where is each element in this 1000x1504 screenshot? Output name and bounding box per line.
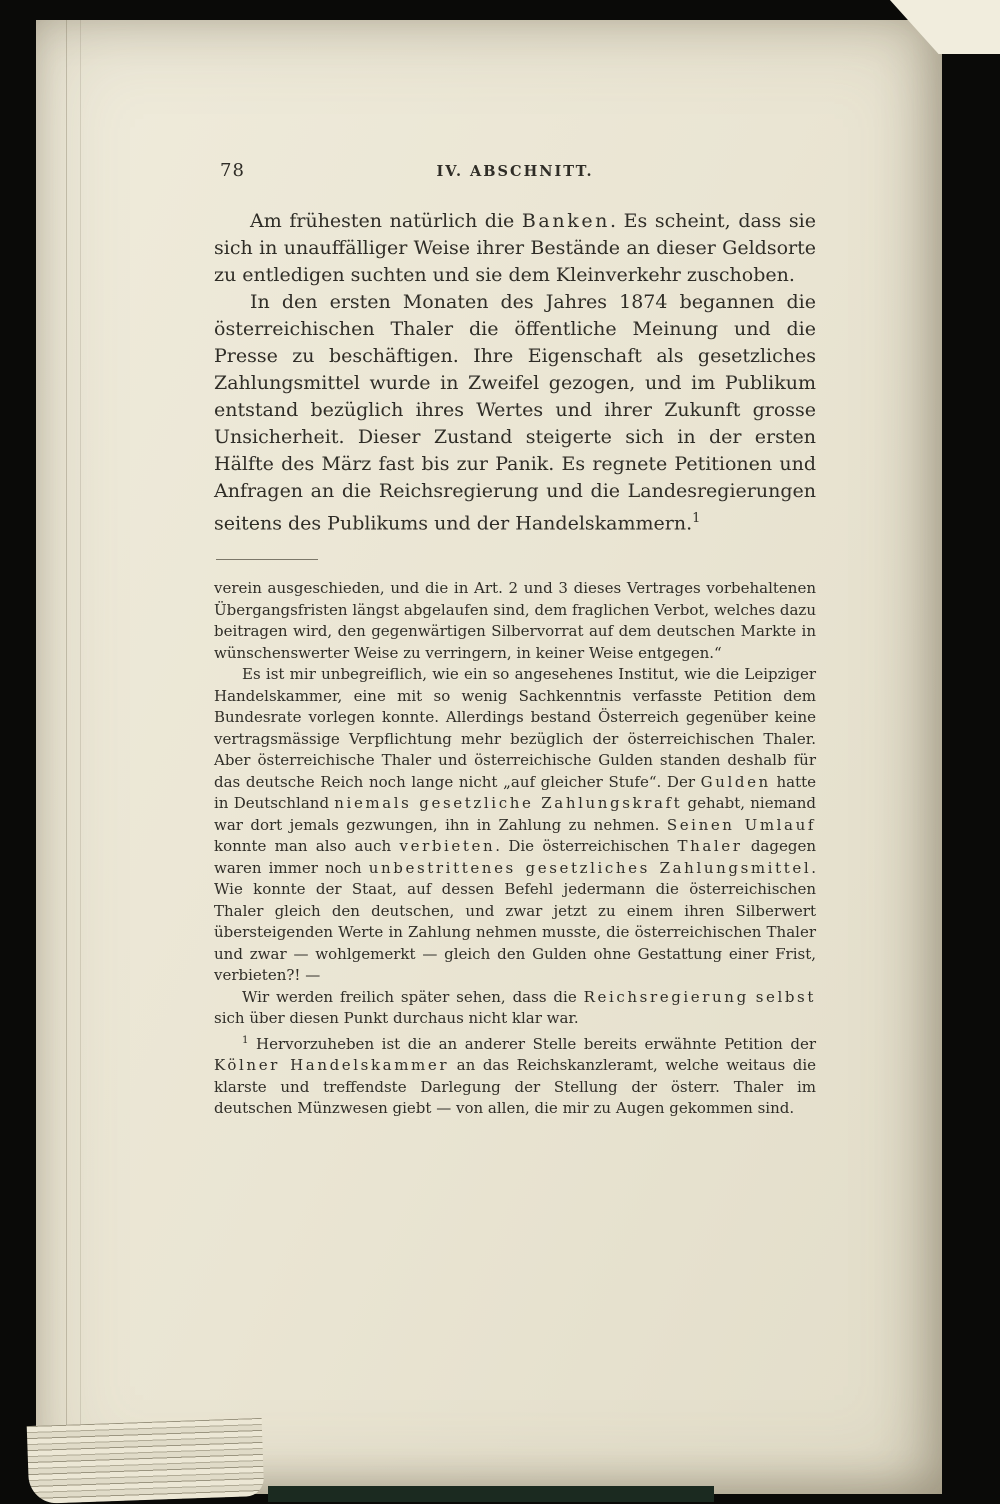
footnote-text [214, 578, 816, 1120]
paragraph: In den ersten Monaten des Jahres 1874 begannen die österreichischen Thaler die öffentliche Meinung und die Presse zu beschäftigen. Ihre Eigenschaft als gesetzliches Zahlungsmittel wurde in Zweifel gezogen, und im Publikum entstand bezüglich ihres Wertes und ihrer Zukunft grosse Unsicherheit. Dieser Zustand steigerte sich in der ersten Hälfte des März fast bis zur Panik. Es regnete Petitionen und Anfragen an die Reichsregierung und die Landesregierungen seitens des Publikums und der Handelskammern.$^1$ [214, 291, 816, 535]
paragraph: verein ausgeschieden, und die in Art. 2 und 3 dieses Vertrages vorbehaltenen Übergangsfristen längst abgelaufen sind, dem fraglichen Verbot, welches dazu beitragen wird, den gegenwärtigen Silbervorrat auf dem deutschen Markte in wünschenswerter Weise zu verringern, in keiner Weise entgegen.“ [214, 579, 816, 662]
paragraph: Es ist mir unbegreiflich, wie ein so angesehenes Institut, wie die Leipziger Handelskammer, eine mit so wenig Sachkenntnis verfasste Petition dem Bundesrate vorlegen konnte. Allerdings bestand Österreich gegenüber keine vertragsmässige Verpflichtung mehr bezüglich der österreichischen Thaler. Aber österreichische Thaler und österreichische Gulden standen deshalb für das deutsche Reich noch lange nicht „auf gleicher Stufe“. Der Gulden hatte in Deutschland niemals gesetzliche Zahlungskraft gehabt, niemand war dort jemals gezwungen, ihn in Zahlung zu nehmen. Seinen Umlauf konnte man also auch verbieten. Die österreichischen Thaler dagegen waren immer noch unbestrittenes gesetzliches Zahlungsmittel. Wie konnte der Staat, auf dessen Befehl jedermann die österreichischen Thaler gleich den deutschen, und zwar jetzt zu einem ihren Silberwert übersteigenden Werte in Zahlung nehmen musste, die österreichischen Thaler und zwar — wohlgemerkt — gleich den Gulden ohne Gestattung einer Frist, verbieten?! — [214, 665, 817, 985]
page-number: 78 [220, 160, 245, 181]
page-crease-line [80, 20, 81, 1494]
paragraph: Am frühesten natürlich die Banken. Es scheint, dass sie sich in unauffälliger Weise ihrer Bestände an dieser Geldsorte zu entledigen suchten und sie dem Kleinverkehr zuschoben. [214, 210, 816, 286]
section-header: IV. ABSCHNITT. [436, 163, 594, 180]
page-crease-line [66, 20, 67, 1494]
main-text [214, 208, 816, 537]
paragraph: Wir werden freilich später sehen, dass die Reichsregierung selbst sich über diesen Punkt durchaus nicht klar war. [214, 987, 816, 1028]
page-stack-bottom-edge [27, 1418, 265, 1504]
text-column [214, 158, 816, 1120]
footnote-separator [216, 559, 318, 560]
paragraph: $^1$ Hervorzuheben ist die an anderer Stelle bereits erwähnte Petition der Kölner Handelskammer an das Reichskanzleramt, welche weitaus die klarste und treffendste Darlegung der Stellung der österr. Thaler im deutschen Münzwesen giebt — von allen, die mir zu Augen gekommen sind. [214, 1034, 817, 1118]
running-header [214, 158, 816, 184]
scan-bed-strip [268, 1486, 714, 1502]
